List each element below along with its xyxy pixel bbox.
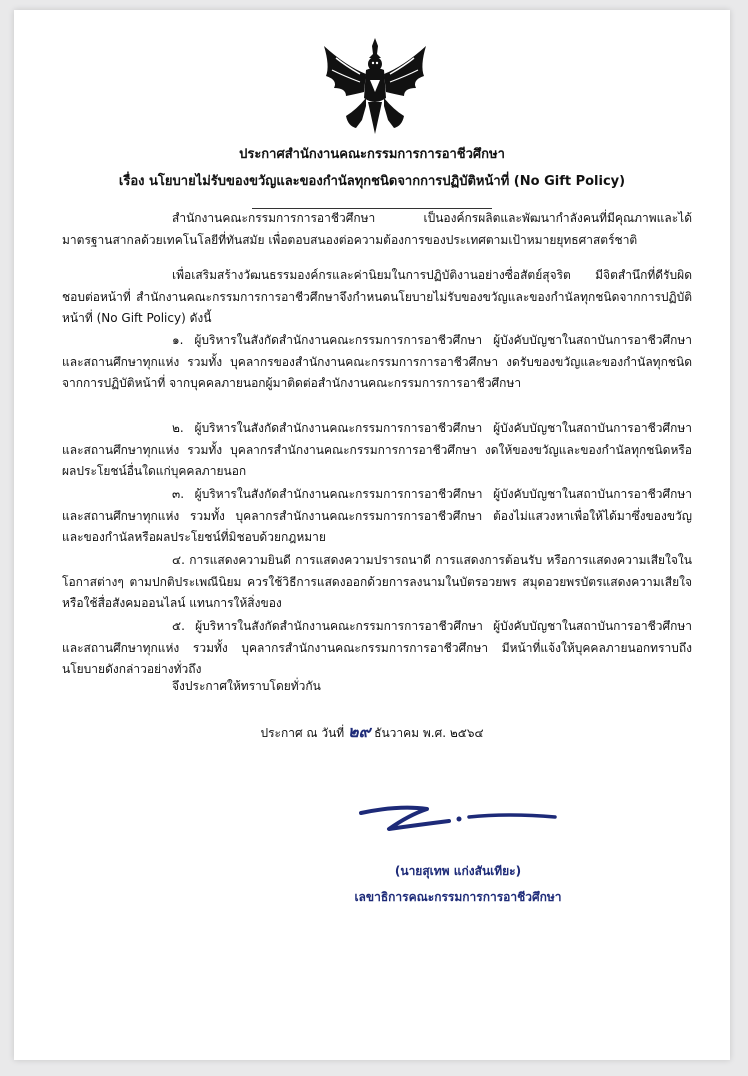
date-prefix: ประกาศ ณ วันที่ bbox=[260, 726, 345, 740]
policy-item-2: ๒. ผู้บริหารในสังกัดสำนักงานคณะกรรมการการอาชีวศึกษา ผู้บังคับบัญชาในสถาบันการอาชีวศึกษาและสถานศึกษาทุกแห่ง รวมทั้ง บุคลากรสำนักงานคณะกรรมการการอาชีวศึกษา งดให้ของขวัญและของกำนัลทุกชนิดหรือผลประโยชน์อื่นใดแก่บุคคลภายนอก bbox=[62, 421, 692, 478]
policy-item-3: ๓. ผู้บริหารในสังกัดสำนักงานคณะกรรมการการอาชีวศึกษา ผู้บังคับบัญชาในสถาบันการอาชีวศึกษาและสถานศึกษาทุกแห่ง รวมทั้ง บุคลากรสำนักงานคณะกรรมการการอาชีวศึกษา ต้องไม่แสวงหาเพื่อให้ได้มาซึ่งของขวัญและของกำนัลหรือผลประโยชน์ที่มิชอบด้วยกฎหมาย bbox=[62, 487, 692, 544]
purpose-paragraph: เพื่อเสริมสร้างวัฒนธรรมองค์กรและค่านิยมในการปฏิบัติงานอย่างซื่อสัตย์สุจริต มีจิตสำนึกที่ดีรับผิดชอบต่อหน้าที่ สำนักงานคณะกรรมการการอาชีวศึกษาจึงกำหนดนโยบายไม่รับของขวัญและของกำนัลทุกชนิดจากการปฏิบัติหน้าที่ (No Gift Policy) ดังนี้ bbox=[62, 268, 692, 325]
policy-item-4: ๔. การแสดงความยินดี การแสดงความปรารถนาดี การแสดงการต้อนรับ หรือการแสดงความเสียใจในโอกาสต่างๆ ตามปกติประเพณีนิยม ควรใช้วิธีการแสดงออกด้วยการลงนามในบัตรอวยพร สมุดอวยพรบัตรแสดงความเสียใจ หรือใช้สื่อสังคมออนไลน์ แทนการให้สิ่งของ bbox=[62, 553, 692, 610]
intro-paragraph: สำนักงานคณะกรรมการการอาชีวศึกษา เป็นองค์กรผลิตและพัฒนากำลังคนที่มีคุณภาพและได้มาตรฐานสากลด้วยเทคโนโลยีที่ทันสมัย เพื่อตอบสนองต่อความต้องการของประเทศตามเป้าหมายยุทธศาสตร์ชาติ bbox=[62, 211, 692, 247]
announcement-title: ประกาศสำนักงานคณะกรรมการการอาชีวศึกษา bbox=[239, 147, 505, 162]
policy-item-1: ๑. ผู้บริหารในสังกัดสำนักงานคณะกรรมการการอาชีวศึกษา ผู้บังคับบัญชาในสถาบันการอาชีวศึกษาและสถานศึกษาทุกแห่ง รวมทั้ง บุคลากรของสำนักงานคณะกรรมการการอาชีวศึกษา งดรับของขวัญและของกำนัลทุกชนิดจากการปฏิบัติหน้าที่ จากบุคคลภายนอกผู้มาติดต่อสำนักงานคณะกรรมการการอาชีวศึกษา bbox=[62, 333, 692, 390]
signer-position: เลขาธิการคณะกรรมการการอาชีวศึกษา bbox=[354, 890, 562, 904]
closing-statement: จึงประกาศให้ทราบโดยทั่วกัน bbox=[172, 679, 321, 693]
announcement-date bbox=[14, 720, 730, 745]
garuda-emblem-icon bbox=[316, 36, 434, 136]
date-day: ๒๙ bbox=[348, 722, 371, 741]
policy-item-5: ๕. ผู้บริหารในสังกัดสำนักงานคณะกรรมการการอาชีวศึกษา ผู้บังคับบัญชาในสถาบันการอาชีวศึกษาและสถานศึกษาทุกแห่ง รวมทั้ง บุคลากรสำนักงานคณะกรรมการการอาชีวศึกษา มีหน้าที่แจ้งให้บุคคลภายนอกทราบถึงนโยบายดังกล่าวอย่างทั่วถึง bbox=[62, 619, 692, 676]
announcement-subject: เรื่อง นโยบายไม่รับของขวัญและของกำนัลทุกชนิดจากการปฏิบัติหน้าที่ (No Gift Policy) bbox=[118, 174, 626, 189]
signer-name: (นายสุเทพ แก่งสันเทียะ) bbox=[394, 864, 522, 878]
document-page bbox=[14, 10, 730, 1060]
handwritten-signature-icon bbox=[359, 795, 559, 841]
date-rest: ธันวาคม พ.ศ. ๒๕๖๔ bbox=[374, 726, 484, 740]
